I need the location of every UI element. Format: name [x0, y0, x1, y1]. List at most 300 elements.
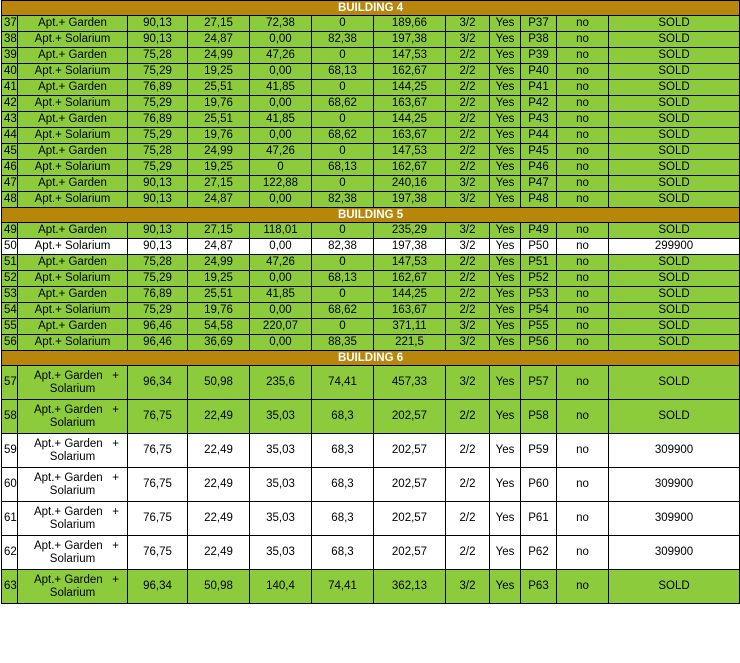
unit-type-cell: [18, 502, 128, 536]
garden-area-cell: 35,03: [250, 536, 312, 570]
unit-number-cell: 48: [2, 192, 18, 208]
total-area-cell: 221,5: [374, 335, 446, 351]
solarium-area-cell: 0: [312, 255, 374, 271]
total-area-cell: 147,53: [374, 144, 446, 160]
unit-type-cell: Apt.+ Solarium: [18, 96, 128, 112]
feature-yes-cell: Yes: [490, 303, 521, 319]
area-a-cell: 75,29: [128, 128, 188, 144]
unit-type-line1: Apt.+ Garden +: [33, 471, 119, 484]
parking-cell: P40: [521, 64, 557, 80]
flag-cell: no: [557, 400, 609, 434]
flag-cell: no: [557, 255, 609, 271]
table-row: [2, 112, 740, 128]
flag-cell: no: [557, 160, 609, 176]
area-b-cell: 25,51: [188, 80, 250, 96]
solarium-area-cell: 0: [312, 112, 374, 128]
parking-cell: P63: [521, 570, 557, 604]
area-a-cell: 76,89: [128, 112, 188, 128]
table-row: [2, 160, 740, 176]
garden-area-cell: 35,03: [250, 434, 312, 468]
status-cell: SOLD: [609, 176, 740, 192]
solarium-area-cell: 68,62: [312, 128, 374, 144]
flag-cell: no: [557, 434, 609, 468]
solarium-area-cell: 0: [312, 80, 374, 96]
solarium-area-cell: 68,3: [312, 502, 374, 536]
rooms-cell: 3/2: [446, 319, 490, 335]
unit-type-cell: Apt.+ Garden: [18, 287, 128, 303]
feature-yes-cell: Yes: [490, 64, 521, 80]
unit-number-cell: 61: [2, 502, 18, 536]
feature-yes-cell: Yes: [490, 80, 521, 96]
area-a-cell: 96,46: [128, 335, 188, 351]
flag-cell: no: [557, 128, 609, 144]
unit-number-cell: 45: [2, 144, 18, 160]
building-title: BUILDING 6: [2, 351, 740, 366]
feature-yes-cell: Yes: [490, 287, 521, 303]
building-header-row: [2, 208, 740, 223]
garden-area-cell: 0,00: [250, 192, 312, 208]
feature-yes-cell: Yes: [490, 223, 521, 239]
area-a-cell: 76,75: [128, 400, 188, 434]
parking-cell: P58: [521, 400, 557, 434]
status-cell: SOLD: [609, 303, 740, 319]
garden-area-cell: 0,00: [250, 128, 312, 144]
area-a-cell: 75,29: [128, 271, 188, 287]
area-b-cell: 19,76: [188, 303, 250, 319]
unit-number-cell: 56: [2, 335, 18, 351]
garden-area-cell: 72,38: [250, 16, 312, 32]
table-row: [2, 48, 740, 64]
total-area-cell: 457,33: [374, 366, 446, 400]
parking-cell: P51: [521, 255, 557, 271]
garden-area-cell: 0,00: [250, 64, 312, 80]
parking-cell: P37: [521, 16, 557, 32]
unit-type-line1: Apt.+ Garden +: [33, 403, 119, 416]
feature-yes-cell: Yes: [490, 160, 521, 176]
rooms-cell: 2/2: [446, 160, 490, 176]
rooms-cell: 3/2: [446, 570, 490, 604]
total-area-cell: 162,67: [374, 64, 446, 80]
flag-cell: no: [557, 319, 609, 335]
unit-type-cell: Apt.+ Garden: [18, 80, 128, 96]
parking-cell: P53: [521, 287, 557, 303]
status-cell: SOLD: [609, 32, 740, 48]
table-row: [2, 319, 740, 335]
area-b-cell: 54,58: [188, 319, 250, 335]
table-row: [2, 400, 740, 434]
table-row: [2, 144, 740, 160]
unit-number-cell: 60: [2, 468, 18, 502]
area-a-cell: 96,34: [128, 570, 188, 604]
area-b-cell: 19,76: [188, 96, 250, 112]
rooms-cell: 2/2: [446, 128, 490, 144]
area-a-cell: 75,29: [128, 96, 188, 112]
area-a-cell: 76,75: [128, 468, 188, 502]
building-title: BUILDING 4: [2, 1, 740, 16]
area-a-cell: 75,29: [128, 303, 188, 319]
unit-number-cell: 54: [2, 303, 18, 319]
rooms-cell: 2/2: [446, 64, 490, 80]
solarium-area-cell: 68,13: [312, 271, 374, 287]
area-a-cell: 90,13: [128, 176, 188, 192]
total-area-cell: 162,67: [374, 271, 446, 287]
garden-area-cell: 0,00: [250, 271, 312, 287]
area-b-cell: 19,25: [188, 160, 250, 176]
area-a-cell: 90,13: [128, 192, 188, 208]
solarium-area-cell: 68,3: [312, 434, 374, 468]
unit-number-cell: 49: [2, 223, 18, 239]
unit-number-cell: 43: [2, 112, 18, 128]
area-a-cell: 75,29: [128, 160, 188, 176]
unit-number-cell: 39: [2, 48, 18, 64]
unit-type-line2: Solarium: [49, 416, 96, 429]
table-row: [2, 223, 740, 239]
feature-yes-cell: Yes: [490, 366, 521, 400]
feature-yes-cell: Yes: [490, 400, 521, 434]
unit-type-line2: Solarium: [49, 552, 96, 565]
total-area-cell: 202,57: [374, 434, 446, 468]
table-row: [2, 192, 740, 208]
unit-type-cell: Apt.+ Garden: [18, 255, 128, 271]
area-b-cell: 19,25: [188, 64, 250, 80]
unit-type-cell: Apt.+ Solarium: [18, 32, 128, 48]
status-cell: 309900: [609, 468, 740, 502]
status-cell: SOLD: [609, 335, 740, 351]
flag-cell: no: [557, 570, 609, 604]
area-a-cell: 90,13: [128, 239, 188, 255]
rooms-cell: 3/2: [446, 335, 490, 351]
parking-cell: P50: [521, 239, 557, 255]
solarium-area-cell: 0: [312, 144, 374, 160]
unit-number-cell: 38: [2, 32, 18, 48]
parking-cell: P52: [521, 271, 557, 287]
status-cell: 309900: [609, 536, 740, 570]
garden-area-cell: 41,85: [250, 287, 312, 303]
garden-area-cell: 122,88: [250, 176, 312, 192]
flag-cell: no: [557, 366, 609, 400]
status-cell: SOLD: [609, 160, 740, 176]
status-cell: SOLD: [609, 400, 740, 434]
area-a-cell: 76,75: [128, 502, 188, 536]
unit-type-line2: Solarium: [49, 450, 96, 463]
feature-yes-cell: Yes: [490, 192, 521, 208]
table-row: [2, 64, 740, 80]
unit-type-cell: Apt.+ Solarium: [18, 239, 128, 255]
area-a-cell: 96,34: [128, 366, 188, 400]
rooms-cell: 2/2: [446, 468, 490, 502]
unit-type-cell: Apt.+ Garden: [18, 144, 128, 160]
unit-number-cell: 55: [2, 319, 18, 335]
flag-cell: no: [557, 16, 609, 32]
parking-cell: P54: [521, 303, 557, 319]
area-a-cell: 76,89: [128, 80, 188, 96]
status-cell: SOLD: [609, 128, 740, 144]
solarium-area-cell: 0: [312, 287, 374, 303]
table-row: [2, 502, 740, 536]
solarium-area-cell: 82,38: [312, 192, 374, 208]
total-area-cell: 144,25: [374, 287, 446, 303]
total-area-cell: 202,57: [374, 502, 446, 536]
unit-number-cell: 51: [2, 255, 18, 271]
area-b-cell: 19,25: [188, 271, 250, 287]
garden-area-cell: 41,85: [250, 80, 312, 96]
table-row: [2, 16, 740, 32]
table-row: [2, 303, 740, 319]
unit-type-line2: Solarium: [49, 484, 96, 497]
unit-number-cell: 42: [2, 96, 18, 112]
total-area-cell: 144,25: [374, 112, 446, 128]
flag-cell: no: [557, 112, 609, 128]
feature-yes-cell: Yes: [490, 502, 521, 536]
area-b-cell: 24,99: [188, 144, 250, 160]
unit-number-cell: 52: [2, 271, 18, 287]
area-b-cell: 22,49: [188, 502, 250, 536]
table-row: [2, 570, 740, 604]
flag-cell: no: [557, 64, 609, 80]
feature-yes-cell: Yes: [490, 176, 521, 192]
flag-cell: no: [557, 80, 609, 96]
unit-number-cell: 47: [2, 176, 18, 192]
area-b-cell: 24,99: [188, 255, 250, 271]
solarium-area-cell: 74,41: [312, 366, 374, 400]
feature-yes-cell: Yes: [490, 16, 521, 32]
rooms-cell: 2/2: [446, 48, 490, 64]
flag-cell: no: [557, 144, 609, 160]
rooms-cell: 3/2: [446, 192, 490, 208]
garden-area-cell: 47,26: [250, 255, 312, 271]
unit-type-cell: Apt.+ Garden: [18, 176, 128, 192]
unit-number-cell: 58: [2, 400, 18, 434]
status-cell: SOLD: [609, 271, 740, 287]
area-a-cell: 75,28: [128, 144, 188, 160]
unit-type-line2: Solarium: [49, 518, 96, 531]
unit-type-line1: Apt.+ Garden +: [33, 539, 119, 552]
solarium-area-cell: 0: [312, 16, 374, 32]
rooms-cell: 2/2: [446, 303, 490, 319]
flag-cell: no: [557, 176, 609, 192]
building-title: BUILDING 5: [2, 208, 740, 223]
solarium-area-cell: 82,38: [312, 32, 374, 48]
table-row: [2, 176, 740, 192]
status-cell: SOLD: [609, 319, 740, 335]
rooms-cell: 2/2: [446, 112, 490, 128]
area-b-cell: 50,98: [188, 366, 250, 400]
area-b-cell: 19,76: [188, 128, 250, 144]
parking-cell: P55: [521, 319, 557, 335]
area-a-cell: 90,13: [128, 223, 188, 239]
total-area-cell: 162,67: [374, 160, 446, 176]
unit-number-cell: 59: [2, 434, 18, 468]
feature-yes-cell: Yes: [490, 570, 521, 604]
unit-type-line2: Solarium: [49, 382, 96, 395]
total-area-cell: 197,38: [374, 239, 446, 255]
flag-cell: no: [557, 536, 609, 570]
parking-cell: P60: [521, 468, 557, 502]
area-b-cell: 27,15: [188, 16, 250, 32]
garden-area-cell: 235,6: [250, 366, 312, 400]
solarium-area-cell: 68,13: [312, 64, 374, 80]
feature-yes-cell: Yes: [490, 32, 521, 48]
status-cell: SOLD: [609, 366, 740, 400]
garden-area-cell: 0,00: [250, 32, 312, 48]
area-a-cell: 75,28: [128, 48, 188, 64]
garden-area-cell: 47,26: [250, 144, 312, 160]
flag-cell: no: [557, 271, 609, 287]
table-row: [2, 32, 740, 48]
unit-number-cell: 50: [2, 239, 18, 255]
parking-cell: P59: [521, 434, 557, 468]
rooms-cell: 2/2: [446, 287, 490, 303]
table-row: [2, 536, 740, 570]
area-b-cell: 36,69: [188, 335, 250, 351]
total-area-cell: 202,57: [374, 536, 446, 570]
area-b-cell: 50,98: [188, 570, 250, 604]
solarium-area-cell: 82,38: [312, 239, 374, 255]
status-cell: SOLD: [609, 287, 740, 303]
status-cell: 309900: [609, 434, 740, 468]
unit-number-cell: 41: [2, 80, 18, 96]
parking-cell: P49: [521, 223, 557, 239]
area-b-cell: 25,51: [188, 287, 250, 303]
area-b-cell: 22,49: [188, 400, 250, 434]
area-b-cell: 24,99: [188, 48, 250, 64]
total-area-cell: 197,38: [374, 32, 446, 48]
garden-area-cell: 220,07: [250, 319, 312, 335]
unit-type-cell: Apt.+ Solarium: [18, 192, 128, 208]
garden-area-cell: 0,00: [250, 239, 312, 255]
feature-yes-cell: Yes: [490, 128, 521, 144]
status-cell: SOLD: [609, 96, 740, 112]
flag-cell: no: [557, 303, 609, 319]
parking-cell: P42: [521, 96, 557, 112]
area-b-cell: 27,15: [188, 223, 250, 239]
garden-area-cell: 0,00: [250, 96, 312, 112]
feature-yes-cell: Yes: [490, 536, 521, 570]
total-area-cell: 202,57: [374, 468, 446, 502]
unit-number-cell: 63: [2, 570, 18, 604]
unit-type-cell: Apt.+ Solarium: [18, 271, 128, 287]
solarium-area-cell: 68,3: [312, 468, 374, 502]
total-area-cell: 189,66: [374, 16, 446, 32]
total-area-cell: 163,67: [374, 96, 446, 112]
unit-type-cell: Apt.+ Garden: [18, 223, 128, 239]
unit-number-cell: 53: [2, 287, 18, 303]
rooms-cell: 3/2: [446, 16, 490, 32]
unit-type-line1: Apt.+ Garden +: [33, 573, 119, 586]
rooms-cell: 2/2: [446, 144, 490, 160]
solarium-area-cell: 0: [312, 319, 374, 335]
garden-area-cell: 0,00: [250, 303, 312, 319]
garden-area-cell: 41,85: [250, 112, 312, 128]
flag-cell: no: [557, 223, 609, 239]
rooms-cell: 3/2: [446, 223, 490, 239]
table-row: [2, 335, 740, 351]
unit-type-cell: [18, 468, 128, 502]
feature-yes-cell: Yes: [490, 434, 521, 468]
area-b-cell: 24,87: [188, 32, 250, 48]
parking-cell: P47: [521, 176, 557, 192]
table-row: [2, 96, 740, 112]
unit-type-cell: Apt.+ Solarium: [18, 64, 128, 80]
unit-type-cell: Apt.+ Garden: [18, 48, 128, 64]
rooms-cell: 2/2: [446, 255, 490, 271]
status-cell: SOLD: [609, 255, 740, 271]
area-b-cell: 24,87: [188, 239, 250, 255]
rooms-cell: 3/2: [446, 239, 490, 255]
status-cell: SOLD: [609, 144, 740, 160]
parking-cell: P61: [521, 502, 557, 536]
total-area-cell: 147,53: [374, 255, 446, 271]
rooms-cell: 2/2: [446, 536, 490, 570]
feature-yes-cell: Yes: [490, 271, 521, 287]
status-cell: SOLD: [609, 192, 740, 208]
table-row: [2, 366, 740, 400]
area-b-cell: 22,49: [188, 536, 250, 570]
total-area-cell: 362,13: [374, 570, 446, 604]
total-area-cell: 240,16: [374, 176, 446, 192]
feature-yes-cell: Yes: [490, 239, 521, 255]
status-cell: 309900: [609, 502, 740, 536]
unit-type-line2: Solarium: [49, 586, 96, 599]
status-cell: SOLD: [609, 223, 740, 239]
feature-yes-cell: Yes: [490, 319, 521, 335]
table-row: [2, 255, 740, 271]
unit-type-cell: Apt.+ Solarium: [18, 303, 128, 319]
unit-type-line1: Apt.+ Garden +: [33, 437, 119, 450]
area-a-cell: 90,13: [128, 16, 188, 32]
total-area-cell: 163,67: [374, 303, 446, 319]
flag-cell: no: [557, 287, 609, 303]
area-a-cell: 76,75: [128, 536, 188, 570]
garden-area-cell: 118,01: [250, 223, 312, 239]
unit-type-cell: [18, 536, 128, 570]
solarium-area-cell: 88,35: [312, 335, 374, 351]
area-a-cell: 76,75: [128, 434, 188, 468]
unit-type-cell: Apt.+ Solarium: [18, 335, 128, 351]
total-area-cell: 197,38: [374, 192, 446, 208]
building-header-row: [2, 351, 740, 366]
flag-cell: no: [557, 335, 609, 351]
flag-cell: no: [557, 192, 609, 208]
unit-type-line1: Apt.+ Garden +: [33, 369, 119, 382]
parking-cell: P46: [521, 160, 557, 176]
feature-yes-cell: Yes: [490, 468, 521, 502]
feature-yes-cell: Yes: [490, 96, 521, 112]
parking-cell: P44: [521, 128, 557, 144]
units-table: [1, 0, 740, 604]
total-area-cell: 371,11: [374, 319, 446, 335]
parking-cell: P41: [521, 80, 557, 96]
flag-cell: no: [557, 32, 609, 48]
rooms-cell: 3/2: [446, 176, 490, 192]
flag-cell: no: [557, 48, 609, 64]
total-area-cell: 235,29: [374, 223, 446, 239]
unit-type-cell: Apt.+ Garden: [18, 16, 128, 32]
rooms-cell: 2/2: [446, 400, 490, 434]
table-row: [2, 271, 740, 287]
solarium-area-cell: 68,62: [312, 303, 374, 319]
feature-yes-cell: Yes: [490, 112, 521, 128]
area-a-cell: 90,13: [128, 32, 188, 48]
parking-cell: P56: [521, 335, 557, 351]
building-header-row: [2, 1, 740, 16]
garden-area-cell: 140,4: [250, 570, 312, 604]
area-a-cell: 76,89: [128, 287, 188, 303]
garden-area-cell: 35,03: [250, 400, 312, 434]
garden-area-cell: 35,03: [250, 468, 312, 502]
flag-cell: no: [557, 96, 609, 112]
area-b-cell: 22,49: [188, 434, 250, 468]
